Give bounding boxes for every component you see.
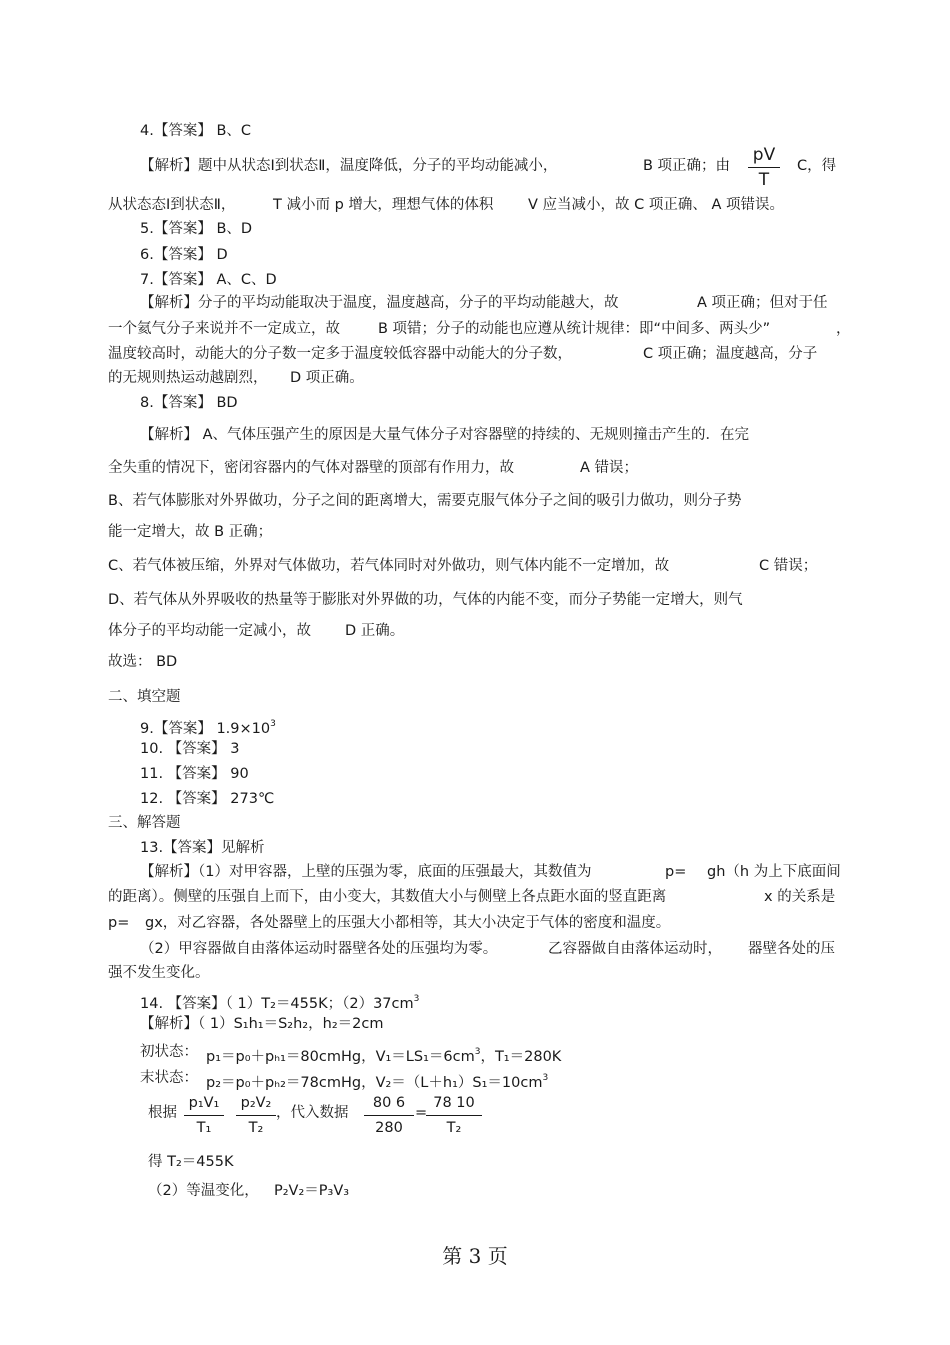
equals-sign: = (415, 1105, 428, 1121)
q7-answer: 7.【答案】 A、C、D (140, 272, 277, 288)
q7-explanation-i: D 项正确。 (290, 370, 364, 386)
q13-explanation-f: p= (108, 915, 130, 931)
q4-explanation: 【解析】题中从状态Ⅰ到状态Ⅱ，温度降低，分子的平均动能减小， (140, 158, 558, 174)
q7-explanation-b: A 项正确；但对于任 (697, 295, 828, 311)
q7-explanation-e: ， (836, 321, 851, 337)
q8-option-d3: D 正确。 (345, 623, 405, 639)
final-state-label: 末状态： (140, 1070, 198, 1086)
q8-conclusion: 故选： BD (108, 654, 178, 670)
fraction-p2v2-t2: $\frac{\text{p₂V₂}}{\text{T₂}}$ (236, 1092, 276, 1139)
q8-explanation-b: 全失重的情况下，密闭容器内的气体对器壁的顶部有作用力，故 (108, 460, 514, 476)
q7-explanation-a: 【解析】分子的平均动能取决于温度，温度越高，分子的平均动能越大，故 (140, 295, 619, 311)
section-fill-in: 二、填空题 (108, 689, 181, 705)
q13-explanation-c: gh（h 为上下底面间 (707, 864, 841, 880)
result-t2: 得 T₂＝455K (148, 1154, 234, 1170)
q13-part2-c: 器壁各处的压 (748, 941, 835, 957)
q13-explanation-d: 的距离）。侧壁的压强自上而下，由小变大，其数值大小与侧壁上各点距水面的竖直距离 (108, 889, 667, 905)
isothermal-eq: P₂V₂＝P₃V₃ (274, 1183, 350, 1199)
q13-answer: 13.【答案】见解析 (140, 840, 265, 856)
q8-option-c2: C 错误； (759, 558, 818, 574)
q13-part2-a: （2）甲容器做自由落体运动时器壁各处的压强均为零。 (140, 941, 498, 957)
q11-answer: 11. 【答案】 90 (140, 766, 249, 782)
according-to-label: 根据 (148, 1105, 177, 1121)
fraction-pv-over-t: $\frac{pV}{T}$ (748, 144, 780, 191)
fraction-right-values: $\frac{78 10}{\text{T₂}}$ (426, 1092, 482, 1139)
q13-explanation-b: p= (665, 864, 687, 880)
q10-answer: 10. 【答案】 3 (140, 741, 240, 757)
q8-option-d1: D、若气体从外界吸收的热量等于膨胀对外界做的功，气体的内能不变，而分子势能一定增大，则气 (108, 592, 743, 608)
fraction-left-values: $\frac{80 6}{280}$ (364, 1092, 414, 1139)
q9-answer: 9.【答案】 $1.9\times 10^3$ (140, 719, 276, 737)
q12-answer: 12. 【答案】 273℃ (140, 791, 275, 807)
q13-explanation-e: x 的关系是 (764, 889, 836, 905)
q8-answer: 8.【答案】 BD (140, 395, 238, 411)
q7-explanation-c: 一个氦气分子来说并不一定成立，故 (108, 321, 340, 337)
q4-explanation-b: B 项正确；由 (643, 158, 731, 174)
q7-explanation-g: C 项正确；温度越高，分子 (643, 346, 818, 362)
initial-state-eq: p₁＝p₀＋pₕ₁＝80cmHg，$V_1=LS_1=6cm^3$，T₁＝280K (206, 1047, 562, 1065)
q4-explanation-c: C，得 (797, 158, 837, 174)
q8-option-d2: 体分子的平均动能一定减小，故 (108, 623, 311, 639)
q13-explanation-g: gx，对乙容器，各处器壁上的压强大小都相等，其大小决定于气体的密度和温度。 (145, 915, 671, 931)
q4-answer: 4.【答案】 B、C (140, 123, 252, 139)
q6-answer: 6.【答案】 D (140, 247, 228, 263)
final-state-eq: p₂＝p₀＋pₕ₂＝78cmHg，$V_2=(L+h_1)S_1=10cm^3$ (206, 1073, 549, 1091)
q13-part2-d: 强不发生变化。 (108, 965, 210, 981)
q5-answer: 5.【答案】 B、D (140, 221, 253, 237)
q7-explanation-d: B 项错；分子的动能也应遵从统计规律：即“中间多、两头少” (378, 321, 771, 337)
q8-explanation-a: 【解析】 A、气体压强产生的原因是大量气体分子对容器壁的持续的、无规则撞击产生的．在完 (140, 427, 750, 443)
q7-explanation-h: 的无规则热运动越剧烈， (108, 370, 268, 386)
q4-explanation-line2b: T 减小而 p 增大，理想气体的体积 (273, 197, 494, 213)
q8-option-b1: B、若气体膨胀对外界做功，分子之间的距离增大，需要克服气体分子之间的吸引力做功，则分子势 (108, 493, 742, 509)
substitute-label: ，代入数据 (276, 1105, 349, 1121)
q4-explanation-line2c: V 应当减小，故 C 项正确、 A 项错误。 (528, 197, 785, 213)
initial-state-label: 初状态： (140, 1044, 198, 1060)
q14-answer: 14. 【答案】（ 1）T₂＝455K；$(2)37cm^3$ (140, 994, 420, 1012)
q8-option-c1: C、若气体被压缩，外界对气体做功，若气体同时对外做功，则气体内能不一定增加，故 (108, 558, 670, 574)
q7-explanation-f: 温度较高时，动能大的分子数一定多于温度较低容器中动能大的分子数， (108, 346, 572, 362)
q8-option-b2: 能一定增大，故 B 正确； (108, 524, 273, 540)
isothermal-label: （2）等温变化， (148, 1183, 259, 1199)
q8-explanation-c: A 错误； (580, 460, 639, 476)
q13-explanation-a: 【解析】（1）对甲容器，上壁的压强为零，底面的压强最大，其数值为 (140, 864, 592, 880)
page-number: 第 3 页 (442, 1244, 508, 1268)
q14-explanation: 【解析】（ 1）S₁h₁＝S₂h₂，h₂＝2cm (140, 1016, 384, 1032)
q4-explanation-line2: 从状态态Ⅰ到状态Ⅱ， (108, 197, 236, 213)
fraction-p1v1-t1: $\frac{\text{p₁V₁}}{\text{T₁}}$ (184, 1092, 224, 1139)
q13-part2-b: 乙容器做自由落体运动时， (548, 941, 722, 957)
section-solutions: 三、解答题 (108, 815, 181, 831)
